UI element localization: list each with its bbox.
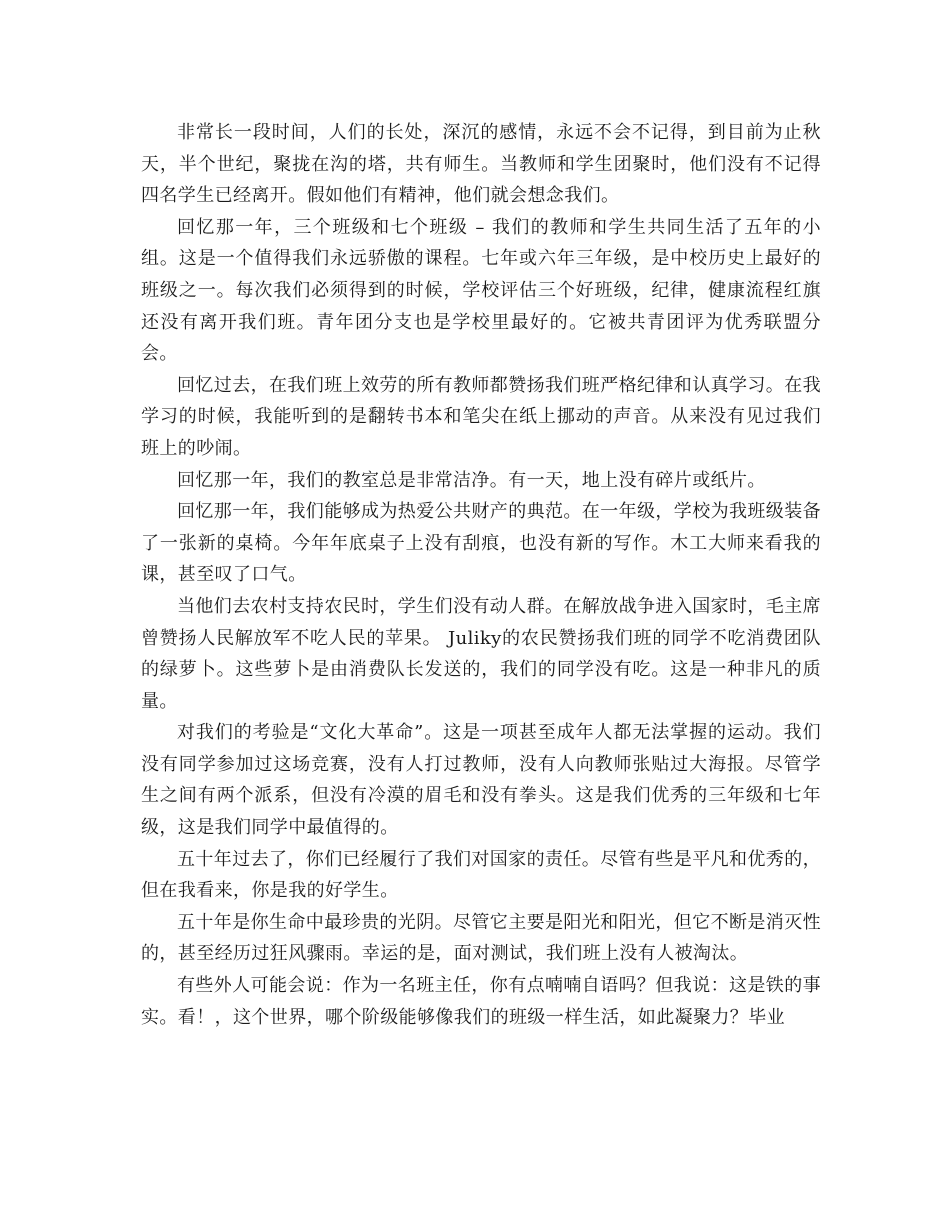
- paragraph-6: 当他们去农村支持农民时，学生们没有动人群。在解放战争进入国家时，毛主席曾赞扬人民解放军不吃人民的苹果。 Juliky的农民赞扬我们班的同学不吃消费团队的绿萝卜。这些萝卜是由消费队长发送的，我们的同学没有吃。这是一种非凡的质量。: [141, 595, 821, 712]
- document-body: [141, 117, 821, 1033]
- paragraph-8: 五十年过去了，你们已经履行了我们对国家的责任。尽管有些是平凡和优秀的，但在我看来，你是我的好学生。: [141, 848, 821, 902]
- paragraph-5: 回忆那一年，我们能够成为热爱公共财产的典范。在一年级，学校为我班级装备了一张新的桌椅。今年年底桌子上没有刮痕，也没有新的写作。木工大师来看我的课，甚至叹了口气。: [141, 501, 821, 586]
- paragraph-10: 有些外人可能会说：作为一名班主任，你有点喃喃自语吗？但我说：这是铁的事实。看！，这个世界，哪个阶级能够像我们的班级一样生活，如此凝聚力？毕业: [141, 975, 821, 1028]
- paragraph-3: 回忆过去，在我们班上效劳的所有教师都赞扬我们班严格纪律和认真学习。在我学习的时候，我能听到的是翻转书本和笔尖在纸上挪动的声音。从来没有见过我们班上的吵闹。: [141, 374, 821, 459]
- paragraph-2: 回忆那一年，三个班级和七个班级 – 我们的教师和学生共同生活了五年的小组。这是一个值得我们永远骄傲的课程。七年或六年三年级，是中校历史上最好的班级之一。每次我们必须得到的时候，学校评估三个好班级，纪律，健康流程红旗还没有离开我们班。青年团分支也是学校里最好的。它被共青团评为优秀联盟分会。: [141, 216, 821, 365]
- paragraph-4: 回忆那一年，我们的教室总是非常洁净。有一天，地上没有碎片或纸片。: [177, 469, 766, 491]
- paragraph-7: 对我们的考验是“文化大革命”。这是一项甚至成年人都无法掌握的运动。我们没有同学参加过这场竞赛，没有人打过教师，没有人向教师张贴过大海报。尽管学生之间有两个派系，但没有冷漠的眉毛和没有拳头。这是我们优秀的三年级和七年级，这是我们同学中最值得的。: [141, 722, 821, 839]
- paragraph-9: 五十年是你生命中最珍贵的光阴。尽管它主要是阳光和阳光，但它不断是消灭性的，甚至经历过狂风骤雨。幸运的是，面对测试，我们班上没有人被淘汰。: [141, 911, 821, 965]
- paragraph-1: 非常长一段时间，人们的长处，深沉的感情，永远不会不记得，到目前为止秋天，半个世纪，聚拢在沟的塔，共有师生。当教师和学生团聚时，他们没有不记得四名学生已经离开。假如他们有精神，他们就会想念我们。: [141, 122, 821, 207]
